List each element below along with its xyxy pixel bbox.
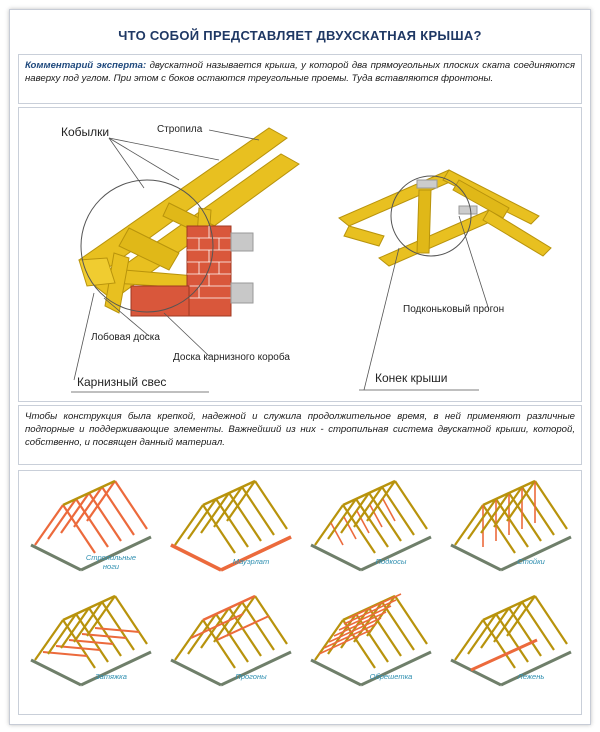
right-ridge-assembly [339, 170, 551, 266]
left-rafter-assembly [79, 128, 299, 316]
roof-frame-illustration [161, 590, 299, 702]
gallery-caption: Подкосы [375, 557, 407, 566]
label-lobovaya: Лобовая доска [91, 332, 160, 343]
expert-comment-box [18, 54, 582, 104]
gallery-item [161, 590, 299, 702]
roof-diagram-panel [18, 107, 582, 402]
roof-frame-illustration [21, 590, 159, 702]
paragraph-box [18, 405, 582, 465]
gallery-item [161, 475, 299, 587]
gallery-caption: Обрешетка [369, 672, 413, 681]
gallery-item [441, 475, 579, 587]
gallery-caption: Стропильные ноги [85, 553, 137, 571]
label-karniznogo: Доска карнизного короба [173, 352, 290, 363]
gallery-grid [19, 471, 581, 714]
gallery-item [301, 475, 439, 587]
label-stropila: Стропила [157, 124, 203, 135]
gallery-caption: Стойки [517, 557, 545, 566]
expert-comment-text: двускатной называется крыша, у которой два прямоугольных плоских ската соединяются наверху под углом. При этом с боков остаются треугольные проемы. Туда вставляются фронтоны. [25, 60, 575, 84]
roof-frame-illustration [441, 475, 579, 587]
gallery-item [21, 590, 159, 702]
gallery-caption: Лежень [517, 672, 545, 681]
roof-diagram [19, 108, 581, 401]
label-podkonkovyi: Подконьковый прогон [403, 304, 505, 315]
gallery-item [301, 590, 439, 702]
expert-comment [19, 55, 581, 89]
gallery-caption: Мауэрлат [232, 557, 270, 566]
paragraph-text: Чтобы конструкция была крепкой, надежной и служила продолжительное время, в ней применяют различные подпорные и поддерживающие элементы. Важнейший из них - стропильная система двускатной крыши, которой, собственно, и посвящен данный материал. [25, 411, 575, 448]
gallery-item [441, 590, 579, 702]
label-svres: Карнизный свес [77, 375, 167, 389]
gallery-panel [18, 470, 582, 715]
label-kobylki: Кобылки [61, 125, 110, 139]
roof-frame-illustration [301, 475, 439, 587]
gallery-caption: Затяжка [95, 672, 127, 681]
label-konek: Конек крыши [375, 371, 448, 385]
roof-frame-illustration [301, 590, 439, 702]
page-title: ЧТО СОБОЙ ПРЕДСТАВЛЯЕТ ДВУХСКАТНАЯ КРЫША? [18, 16, 582, 56]
expert-comment-label: Комментарий эксперта: [25, 60, 147, 71]
roof-frame-illustration [441, 590, 579, 702]
roof-frame-illustration [161, 475, 299, 587]
gallery-caption: Прогоны [235, 672, 267, 681]
gallery-item [21, 475, 159, 587]
